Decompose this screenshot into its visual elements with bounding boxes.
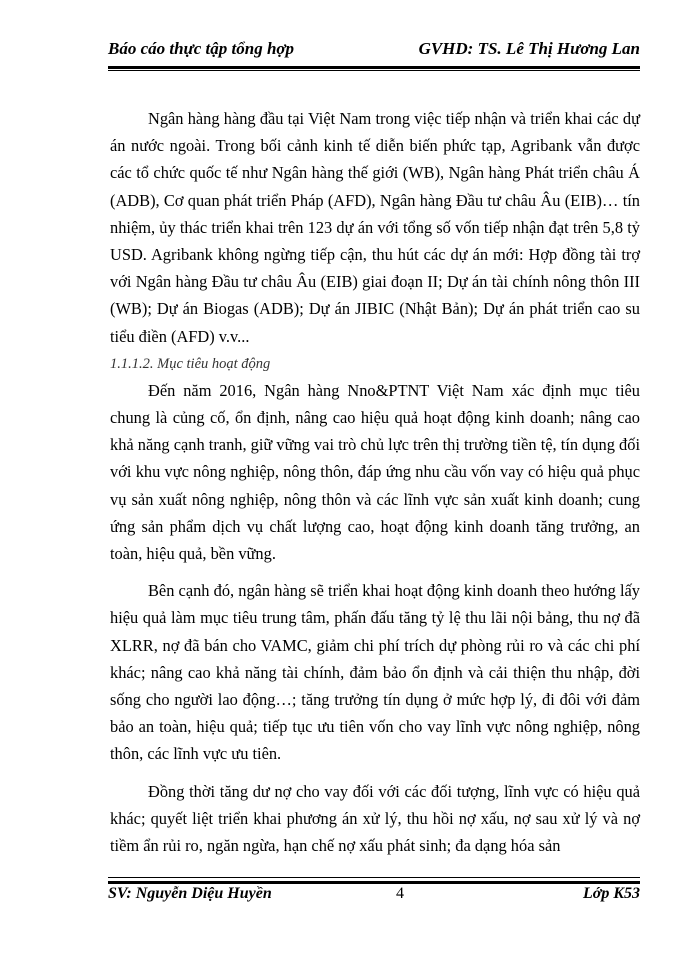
header-rule-thin: [108, 70, 640, 71]
footer-student-name: SV: Nguyễn Diệu Huyền: [108, 885, 272, 902]
paragraph-credit: Đồng thời tăng dư nợ cho vay đối với các đối tượng, lĩnh vực có hiệu quả khác; quyết liệt triển khai phương án xử lý, thu hồi nợ xấu, nợ sau xử lý và nợ tiềm ẩn rủi ro, ngăn ngừa, hạn chế nợ xấu phát sinh; đa dạng hóa sản: [110, 781, 640, 856]
page-footer: [108, 885, 640, 903]
paragraph-goals: Đến năm 2016, Ngân hàng Nno&PTNT Việt Nam xác định mục tiêu chung là củng cố, ổn định, nâng cao hiệu quả hoạt động kinh doanh; nâng cao khả năng cạnh tranh, giữ vững vai trò chủ lực trên thị trường tiền tệ, tín dụng đối với khu vực nông nghiệp, nông thôn, đáp ứng nhu cầu vốn vay có hiệu quả phục vụ sản xuất nông nghiệp, nông thôn và các lĩnh vực sản xuất kinh doanh; cung ứng sản phẩm dịch vụ chất lượng cao, hoạt động kinh doanh tăng trưởng, an toàn, hiệu quả, bền vững.: [110, 380, 640, 564]
header-supervisor: GVHD: TS. Lê Thị Hương Lan: [418, 39, 640, 58]
page-header: [108, 39, 640, 65]
header-rule-thick: [108, 66, 640, 69]
header-report-title: Báo cáo thực tập tổng hợp: [108, 39, 295, 58]
footer-class: Lớp K53: [582, 885, 640, 902]
footer-rule-thick: [108, 881, 640, 884]
page-number: 4: [396, 885, 404, 902]
footer-rule-thin: [108, 877, 640, 878]
paragraph-strategy: Bên cạnh đó, ngân hàng sẽ triển khai hoạt động kinh doanh theo hướng lấy hiệu quả làm mục tiêu trung tâm, phấn đấu tăng tỷ lệ thu lãi nội bảng, thu nợ đã XLRR, nợ đã bán cho VAMC, giảm chi phí trích dự phòng rủi ro và các chi phí khác; nâng cao khả năng tài chính, đảm bảo ổn định và cải thiện thu nhập, đời sống cho người lao động…; tăng trưởng tín dụng ở mức hợp lý, đi đôi với đảm bảo an toàn, hiệu quả; tiếp tục ưu tiên vốn cho vay lĩnh vực nông nghiệp, nông thôn, các lĩnh vực ưu tiên.: [110, 581, 640, 764]
section-heading: 1.1.1.2. Mục tiêu hoạt động: [110, 355, 271, 372]
paragraph-intro: Ngân hàng hàng đầu tại Việt Nam trong việc tiếp nhận và triển khai các dự án nước ngoài. Trong bối cảnh kinh tế diễn biến phức tạp, Agribank vẫn được các tổ chức quốc tế như Ngân hàng thế giới (WB), Ngân hàng Phát triển châu Á (ADB), Cơ quan phát triển Pháp (AFD), Ngân hàng Đầu tư châu Âu (EIB)… tín nhiệm, ủy thác triển khai trên 123 dự án với tổng số vốn tiếp nhận đạt trên 5,8 tỷ USD. Agribank không ngừng tiếp cận, thu hút các dự án mới: Hợp đồng tài trợ với Ngân hàng Đầu tư châu Âu (EIB) giai đoạn II; Dự án tài chính nông thôn III (WB); Dự án Biogas (ADB); Dự án JIBIC (Nhật Bản); Dự án phát triển cao su tiểu điền (AFD) v.v...: [110, 109, 640, 346]
document-body: [110, 105, 640, 859]
